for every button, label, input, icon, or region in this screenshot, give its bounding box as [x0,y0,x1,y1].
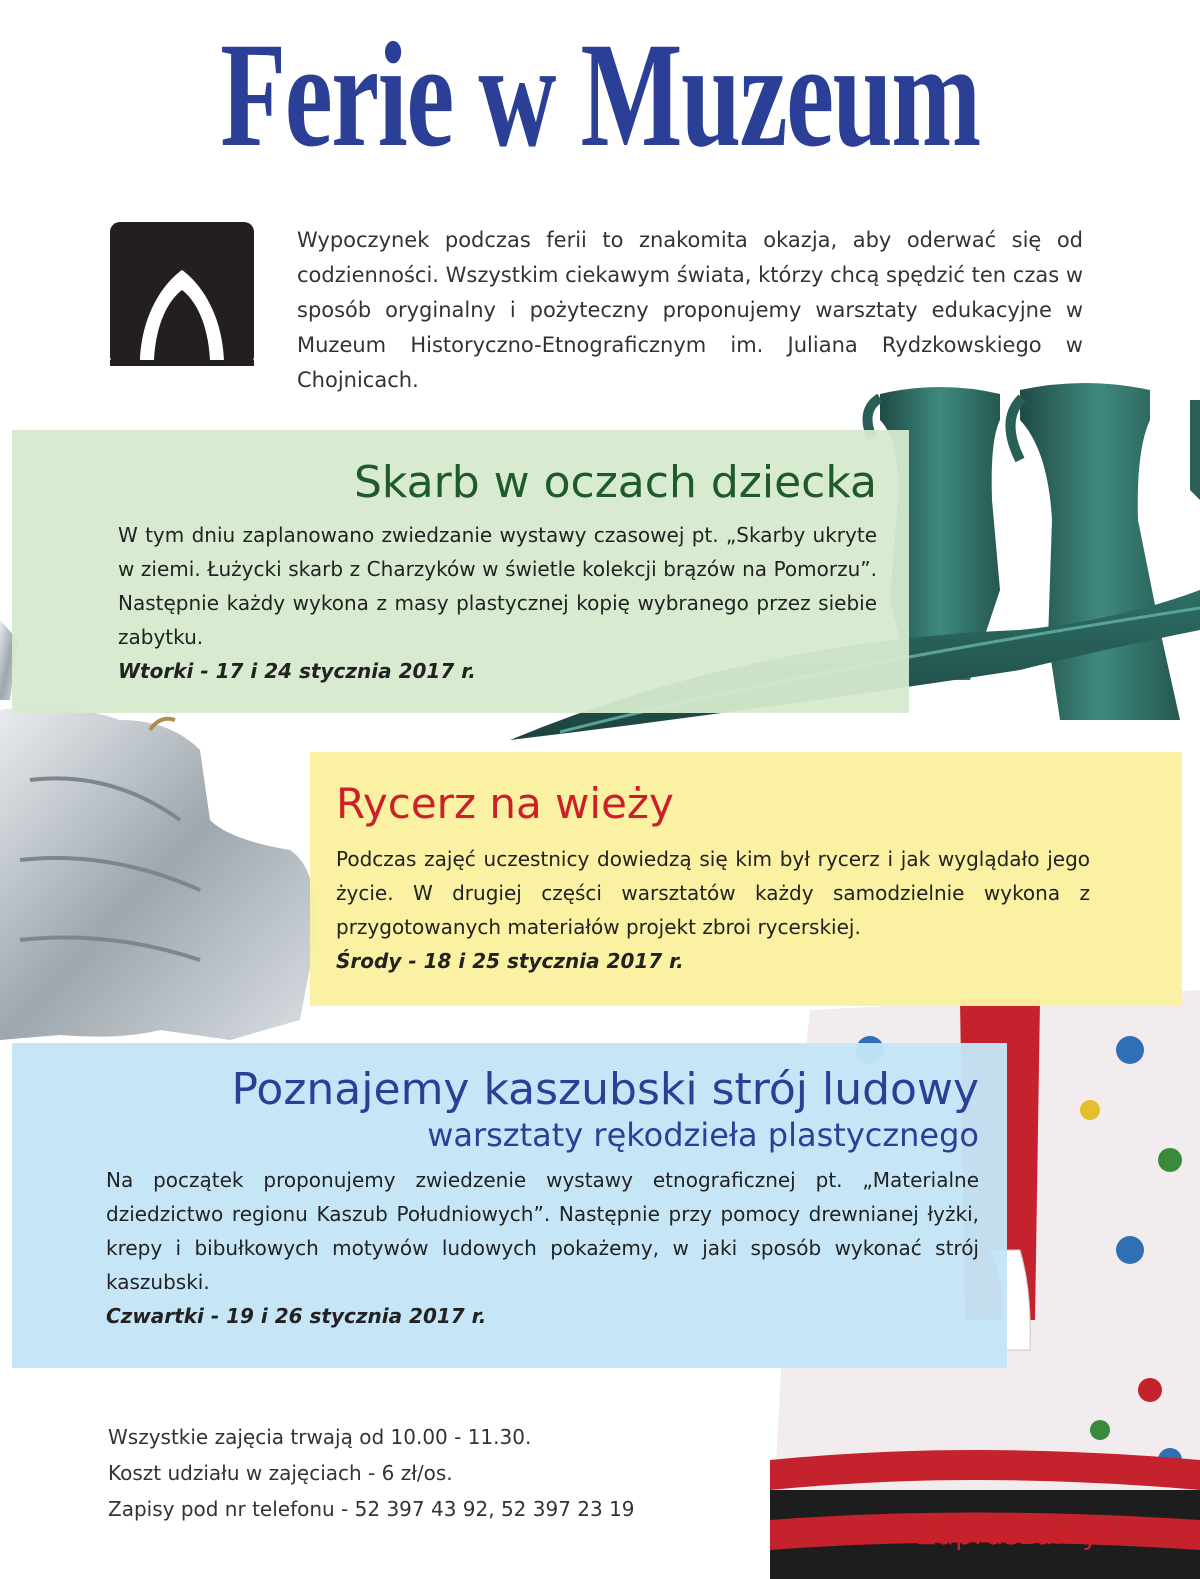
workshop-date: Wtorki - 17 i 24 stycznia 2017 r. [118,659,476,683]
gothic-arch-icon [110,222,254,366]
poster-title: Ferie w Muzeum [220,12,980,178]
workshop-card-stroj [12,1043,1007,1368]
workshop-description: Podczas zajęć uczestnicy dowiedzą się kim był rycerz i jak wyglądało jego życie. W drugiej części warsztatów każdy samodzielnie wykona z przygotowanych materiałów projekt zbroi rycerskiej. [336,847,1090,939]
workshop-heading: Poznajemy kaszubski strój ludowy [231,1064,979,1115]
workshop-description: Na początek proponujemy zwiedzenie wystawy etnograficznej pt. „Materialne dziedzictwo regionu Kaszub Południowych”. Następnie przy pomocy drewnianej łyżki, krepy i bibułkowych motywów ludowych pokażemy, w jaki sposób wykonać strój kaszubski. [106,1168,979,1294]
footer-info [108,1419,635,1527]
intro-text: Wypoczynek podczas ferii to znakomita okazja, aby oderwać się od codzienności. Wszystkim ciekawym świata, którzy chcą spędzić ten czas w sposób oryginalny i pożyteczny proponujemy warsztaty edukacyjne w Muzeum Historyczno-Etnograficznym im. Juliana Rydzkowskiego w Chojnicach. [297,228,1083,392]
footer-phone: Zapisy pod nr telefonu - 52 397 43 92, 52 397 23 19 [108,1497,635,1521]
workshop-card-skarb [12,430,909,713]
workshop-date: Czwartki - 19 i 26 stycznia 2017 r. [106,1304,487,1328]
footer-cost: Koszt udziału w zajęciach - 6 zł/os. [108,1461,453,1485]
workshop-heading: Rycerz na wieży [336,779,674,828]
footer-hours: Wszystkie zajęcia trwają od 10.00 - 11.30. [108,1425,532,1449]
workshop-date: Środy - 18 i 25 stycznia 2017 r. [336,949,684,973]
closing-invitation: Zapraszamy! [916,1518,1112,1551]
museum-logo [110,222,254,366]
workshop-subheading: warsztaty rękodzieła plastycznego [427,1116,979,1154]
workshop-heading: Skarb w oczach dziecka [354,457,877,508]
workshop-card-rycerz [310,752,1182,1006]
workshop-description: W tym dniu zaplanowano zwiedzanie wystawy czasowej pt. „Skarby ukryte w ziemi. Łużycki skarb z Charzyków w świetle kolekcji brązów na Pomorzu”. Następnie każdy wykona z masy plastycznej kopię wybranego przez siebie zabytku. [118,523,877,649]
